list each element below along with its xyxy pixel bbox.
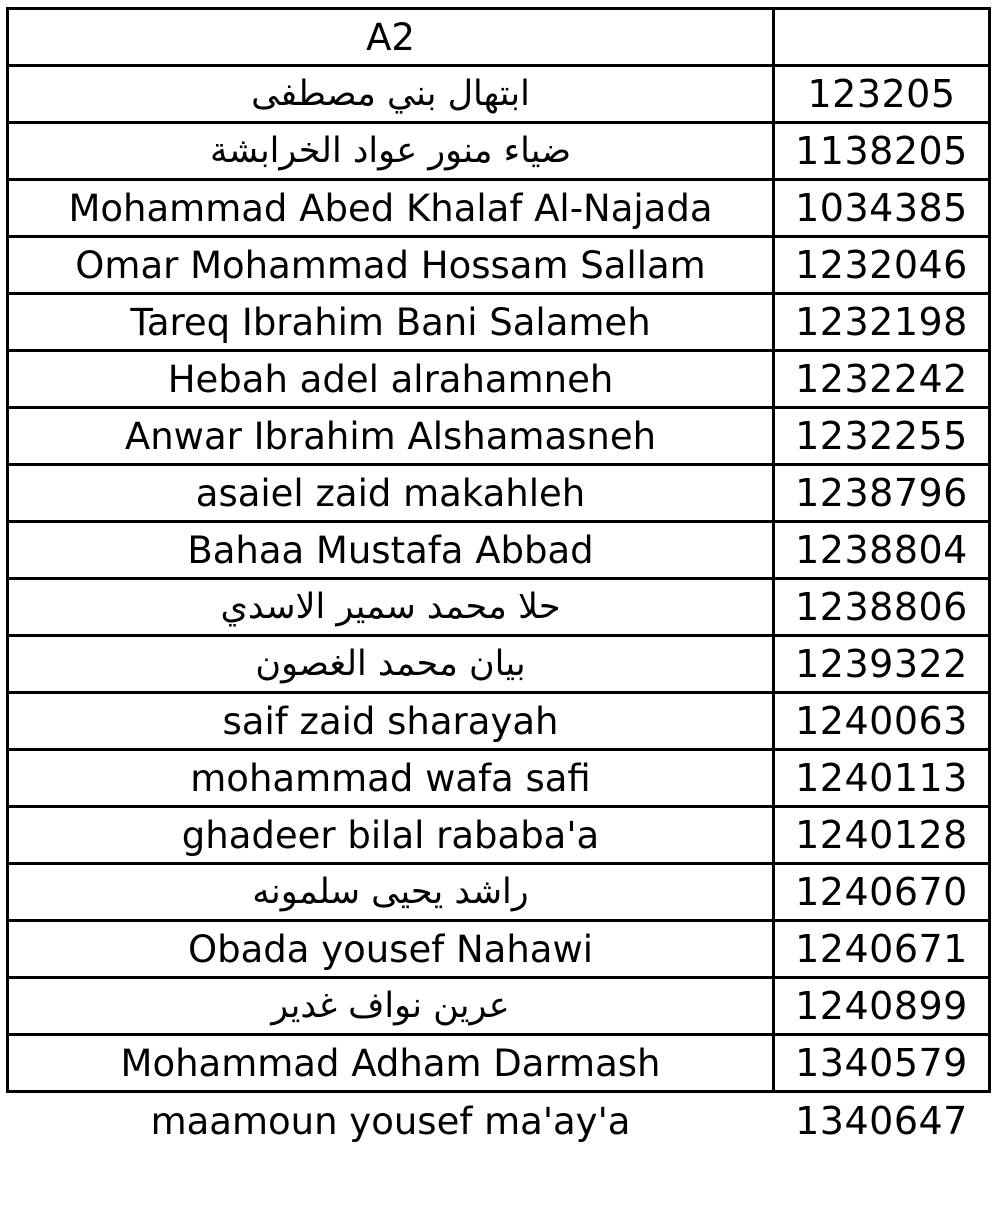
student-id-cell[interactable]: 1240113 (774, 750, 990, 807)
student-name-cell[interactable]: Mohammad Adham Darmash (8, 1035, 774, 1092)
table-row (8, 351, 990, 408)
student-name-cell[interactable]: saif zaid sharayah (8, 693, 774, 750)
student-name-cell[interactable]: Obada yousef Nahawi (8, 921, 774, 978)
student-id-cell[interactable]: 1239322 (774, 636, 990, 693)
header-row (8, 9, 990, 66)
table-row (8, 294, 990, 351)
student-id-cell[interactable]: 123205 (774, 66, 990, 123)
student-name-cell[interactable]: asaiel zaid makahleh (8, 465, 774, 522)
student-id-cell[interactable]: 1238796 (774, 465, 990, 522)
student-id-cell[interactable]: 1232255 (774, 408, 990, 465)
student-name-cell[interactable]: Tareq Ibrahim Bani Salameh (8, 294, 774, 351)
student-id-cell[interactable]: 1138205 (774, 123, 990, 180)
student-name-cell[interactable]: بيان محمد الغصون (8, 636, 774, 693)
student-name-cell[interactable]: عرين نواف غدير (8, 978, 774, 1035)
student-name-cell[interactable]: راشد يحيى سلمونه (8, 864, 774, 921)
table-row (8, 408, 990, 465)
table-row (8, 978, 990, 1035)
student-list-sheet (6, 7, 988, 1149)
student-id-cell[interactable]: 1232198 (774, 294, 990, 351)
table-row (8, 180, 990, 237)
student-id-cell[interactable]: 1232046 (774, 237, 990, 294)
table-row (8, 864, 990, 921)
student-name-cell[interactable]: maamoun yousef ma'ay'a (150, 1099, 631, 1143)
student-id-cell[interactable]: 1340579 (774, 1035, 990, 1092)
table-row (8, 522, 990, 579)
student-id-cell[interactable]: 1240128 (774, 807, 990, 864)
student-name-cell[interactable]: Anwar Ibrahim Alshamasneh (8, 408, 774, 465)
student-name-cell[interactable]: ابتهال بني مصطفى (8, 66, 774, 123)
student-name-cell[interactable]: mohammad wafa safi (8, 750, 774, 807)
header-id-cell[interactable] (774, 9, 990, 66)
student-id-cell[interactable]: 1034385 (774, 180, 990, 237)
student-name-cell[interactable]: ضياء منور عواد الخرابشة (8, 123, 774, 180)
student-name-cell[interactable]: ghadeer bilal rababa'a (8, 807, 774, 864)
table-row-unbordered (8, 1092, 990, 1150)
student-name-cell[interactable]: حلا محمد سمير الاسدي (8, 579, 774, 636)
student-name-cell[interactable]: Mohammad Abed Khalaf Al-Najada (8, 180, 774, 237)
student-id-cell[interactable]: 1240063 (774, 693, 990, 750)
table-row (8, 750, 990, 807)
table-row (8, 66, 990, 123)
student-id-cell[interactable]: 1238806 (774, 579, 990, 636)
table-body (8, 9, 990, 1150)
student-name-cell[interactable]: Bahaa Mustafa Abbad (8, 522, 774, 579)
student-id-cell[interactable]: 1340647 (795, 1099, 968, 1143)
table-row (8, 123, 990, 180)
student-table (6, 7, 991, 1149)
table-row (8, 636, 990, 693)
table-row (8, 1035, 990, 1092)
table-row (8, 465, 990, 522)
table-row (8, 237, 990, 294)
table-row (8, 579, 990, 636)
student-id-cell[interactable]: 1240670 (774, 864, 990, 921)
table-row (8, 807, 990, 864)
student-id-cell[interactable]: 1240671 (774, 921, 990, 978)
student-id-cell[interactable]: 1232242 (774, 351, 990, 408)
student-id-cell[interactable]: 1240899 (774, 978, 990, 1035)
student-name-cell[interactable]: Hebah adel alrahamneh (8, 351, 774, 408)
student-name-cell[interactable]: Omar Mohammad Hossam Sallam (8, 237, 774, 294)
group-label-cell[interactable]: A2 (8, 9, 774, 66)
table-row (8, 693, 990, 750)
table-row (8, 921, 990, 978)
student-id-cell[interactable]: 1238804 (774, 522, 990, 579)
